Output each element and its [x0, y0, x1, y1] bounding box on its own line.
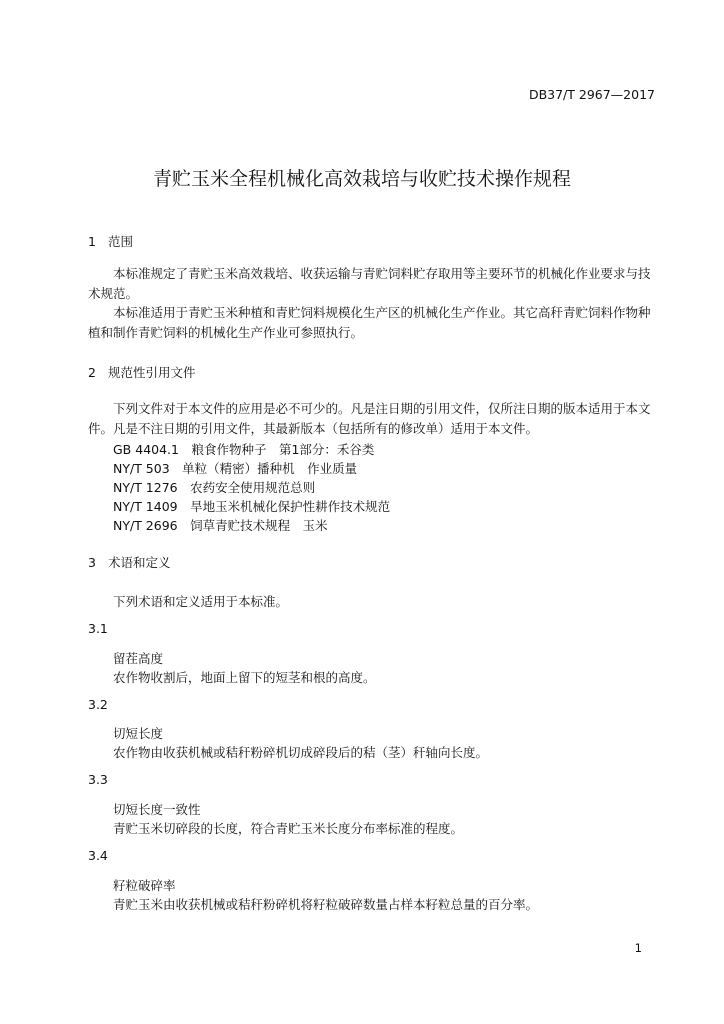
term-name: 切短长度: [113, 726, 164, 741]
section-title: 范围: [108, 234, 134, 249]
term-name: 留茬高度: [113, 651, 164, 666]
document-title: 青贮玉米全程机械化高效栽培与收贮技术操作规程: [152, 168, 571, 190]
standard-code: DB37/T 2967—2017: [528, 87, 655, 102]
term-definition: 青贮玉米由收获机械或秸秆粉碎机将籽粒破碎数量占样本籽粒总量的百分率。: [113, 897, 539, 912]
reference-item: NY/T 2696 饲草青贮技术规程 玉米: [113, 518, 328, 533]
section-title: 术语和定义: [108, 555, 171, 570]
section-title: 规范性引用文件: [108, 365, 196, 380]
section-heading-normative-refs: [88, 363, 196, 381]
section-heading-scope: [88, 232, 133, 250]
section-number: 1: [88, 234, 96, 249]
term-number: 3.1: [88, 621, 108, 636]
normative-refs-intro: 下列文件对于本文件的应用是必不可少的。凡是注日期的引用文件，仅所注日期的版本适用于本文件。凡是不注日期的引用文件，其最新版本（包括所有的修改单）适用于本文件。: [88, 401, 651, 436]
terms-intro: 下列术语和定义适用于本标准。: [113, 594, 289, 609]
scope-paragraph-1: 本标准规定了青贮玉米高效栽培、收获运输与青贮饲料贮存取用等主要环节的机械化作业要求与技术规范。: [88, 266, 651, 301]
term-definition: 农作物收割后，地面上留下的短茎和根的高度。: [113, 670, 376, 685]
term-name: 籽粒破碎率: [113, 878, 176, 893]
reference-item: NY/T 1276 农药安全使用规范总则: [113, 480, 316, 495]
term-name: 切短长度一致性: [113, 802, 201, 817]
section-number: 2: [88, 365, 96, 380]
term-number: 3.3: [88, 772, 108, 787]
term-definition: 青贮玉米切碎段的长度，符合青贮玉米长度分布率标准的程度。: [113, 821, 464, 836]
reference-item: NY/T 1409 旱地玉米机械化保护性耕作技术规范: [113, 499, 391, 514]
reference-item: NY/T 503 单粒（精密）播种机 作业质量: [113, 461, 358, 476]
section-heading-terms: [88, 553, 171, 571]
term-number: 3.4: [88, 848, 108, 863]
reference-item: GB 4404.1 粮食作物种子 第1部分：禾谷类: [113, 442, 375, 457]
section-number: 3: [88, 555, 96, 570]
term-number: 3.2: [88, 697, 108, 712]
term-definition: 农作物由收获机械或秸秆粉碎机切成碎段后的秸（茎）秆轴向长度。: [113, 745, 489, 760]
scope-paragraph-2: 本标准适用于青贮玉米种植和青贮饲料规模化生产区的机械化生产作业。其它高秆青贮饲料作物种植和制作青贮饲料的机械化生产作业可参照执行。: [88, 305, 651, 340]
page-number: 1: [634, 941, 642, 955]
